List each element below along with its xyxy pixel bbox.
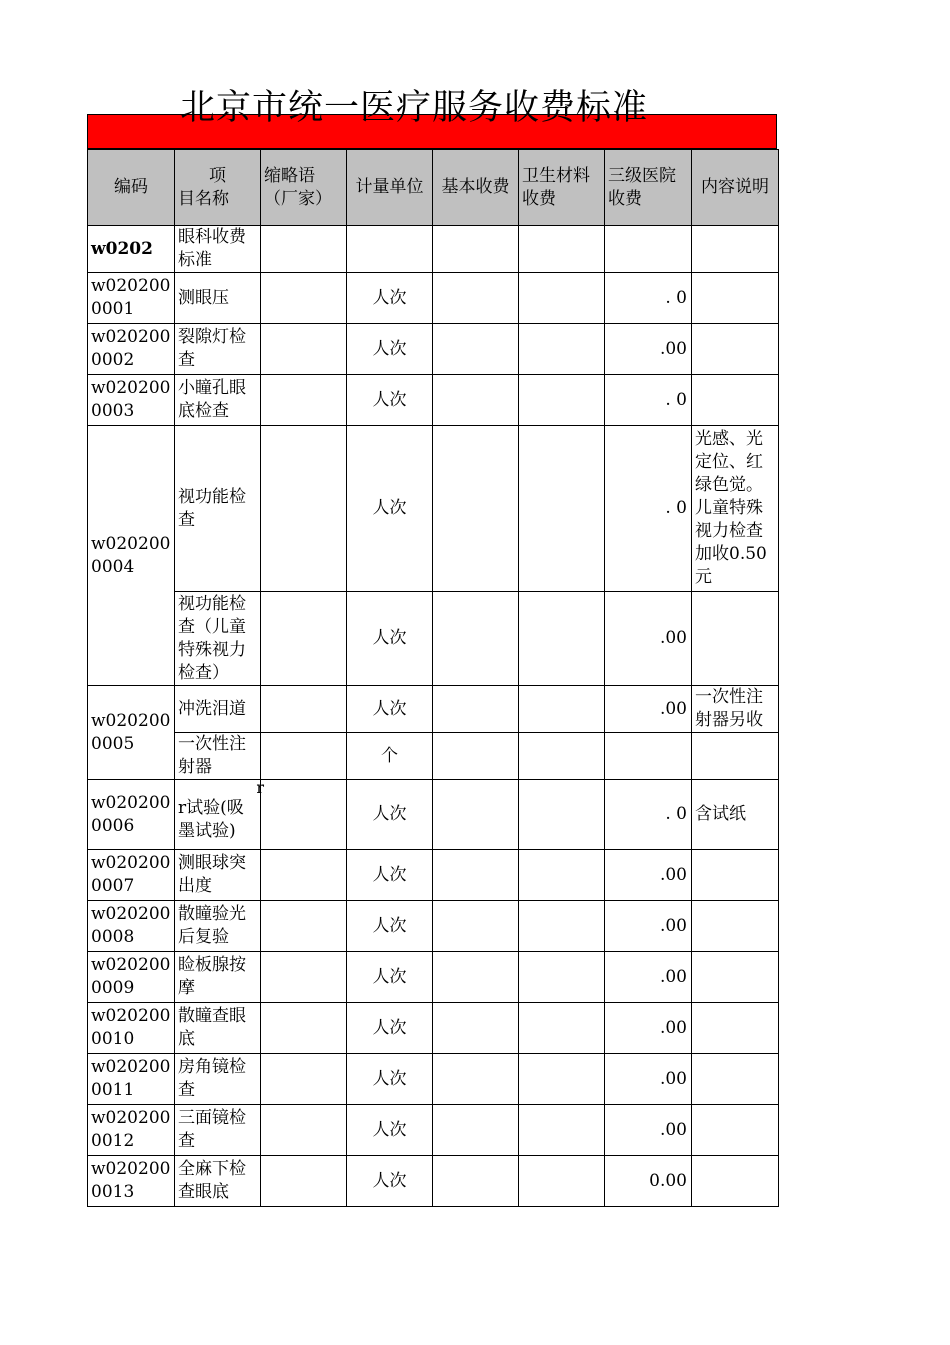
abbr-cell [261,850,347,901]
table-row [88,780,779,850]
unit-cell: 个 [347,733,433,780]
table-row [88,1105,779,1156]
header-basic-fee: 基本收费 [433,150,519,226]
name-cell: 房角镜检查 [175,1054,261,1105]
tier3-fee-cell: 0.00 [605,1156,692,1207]
tier3-fee-cell [605,226,692,273]
name-cell: 小瞳孔眼底检查 [175,375,261,426]
abbr-cell [261,733,347,780]
basic-fee-cell [433,901,519,952]
material-fee-cell [519,226,605,273]
header-name-bottom: 目名称 [178,188,229,209]
header-code: 编码 [88,150,175,226]
basic-fee-cell [433,324,519,375]
desc-cell [692,1156,779,1207]
table-row [88,901,779,952]
tier3-fee-cell: .00 [605,850,692,901]
abbr-cell [261,592,347,686]
abbr-cell [261,426,347,592]
abbr-cell [261,1003,347,1054]
code-cell: w0202000009 [88,952,175,1003]
tier3-fee-cell [605,733,692,780]
name-cell: 眼科收费标准 [175,226,261,273]
material-fee-cell [519,1105,605,1156]
abbr-cell [261,226,347,273]
desc-cell [692,1054,779,1105]
desc-cell [692,592,779,686]
header-row [88,150,779,226]
abbr-cell [261,1105,347,1156]
basic-fee-cell [433,226,519,273]
table-row [88,1156,779,1207]
material-fee-cell [519,324,605,375]
name-cell: 散瞳查眼底 [175,1003,261,1054]
name-cell: 视功能检查 [175,426,261,592]
table-row [88,273,779,324]
material-fee-cell [519,375,605,426]
desc-cell: 光感、光定位、红绿色觉。儿童特殊视力检查加收0.50元 [692,426,779,592]
material-fee-cell [519,850,605,901]
code-cell: w0202000007 [88,850,175,901]
material-fee-cell [519,1003,605,1054]
unit-cell: 人次 [347,850,433,901]
code-cell: w0202000005 [88,686,175,780]
table-row [88,1003,779,1054]
desc-cell [692,901,779,952]
table-row [88,592,779,686]
code-cell: w0202000006 [88,780,175,850]
desc-cell [692,850,779,901]
desc-cell [692,1105,779,1156]
basic-fee-cell [433,375,519,426]
tier3-fee-cell: . 0 [605,426,692,592]
name-cell: 散瞳验光后复验 [175,901,261,952]
desc-cell [692,1003,779,1054]
desc-cell [692,375,779,426]
abbr-cell [261,780,347,850]
material-fee-cell [519,273,605,324]
tier3-fee-cell: .00 [605,1003,692,1054]
table-row [88,226,779,273]
abbr-cell [261,375,347,426]
name-cell: 一次性注射器 [175,733,261,780]
basic-fee-cell [433,1054,519,1105]
page-title: 北京市统一医疗服务收费标准 [180,88,649,128]
tier3-fee-cell: .00 [605,952,692,1003]
name-cell [175,778,264,850]
table-row [88,324,779,375]
unit-cell: 人次 [347,901,433,952]
code-cell: w0202000002 [88,324,175,375]
unit-cell [347,226,433,273]
tier3-fee-cell: .00 [605,324,692,375]
name-cell: 三面镜检查 [175,1105,261,1156]
material-fee-cell [519,426,605,592]
code-cell: w0202000001 [88,273,175,324]
basic-fee-cell [433,686,519,733]
material-fee-cell [519,952,605,1003]
abbr-cell [261,1054,347,1105]
abbr-cell [261,686,347,733]
table-row [88,733,779,780]
basic-fee-cell [433,1105,519,1156]
desc-cell [692,226,779,273]
tier3-fee-cell: .00 [605,1105,692,1156]
material-fee-cell [519,780,605,850]
name-cell: 全麻下检查眼底 [175,1156,261,1207]
tier3-fee-cell: . 0 [605,780,692,850]
basic-fee-cell [433,592,519,686]
basic-fee-cell [433,426,519,592]
name-cell: 睑板腺按摩 [175,952,261,1003]
basic-fee-cell [433,850,519,901]
code-cell: w0202000013 [88,1156,175,1207]
name-cell: 视功能检查（儿童特殊视力检查） [175,592,261,686]
desc-cell [692,273,779,324]
code-cell: w0202000012 [88,1105,175,1156]
unit-cell: 人次 [347,1105,433,1156]
material-fee-cell [519,1156,605,1207]
basic-fee-cell [433,273,519,324]
unit-cell: 人次 [347,1156,433,1207]
material-fee-cell [519,733,605,780]
desc-cell: 含试纸 [692,780,779,850]
tier3-fee-cell: .00 [605,686,692,733]
name-cell: 冲洗泪道 [175,686,261,733]
code-cell: w0202 [88,226,175,273]
table-row [88,1054,779,1105]
material-fee-cell [519,686,605,733]
tier3-fee-cell: .00 [605,1054,692,1105]
abbr-cell [261,273,347,324]
unit-cell: 人次 [347,426,433,592]
name-cell: 测眼压 [175,273,261,324]
code-cell: w0202000008 [88,901,175,952]
table-row [88,686,779,733]
unit-cell: 人次 [347,375,433,426]
header-tier3-fee: 三级医院收费 [605,150,692,226]
name-text: r试验(吸墨试验) [178,797,244,841]
header-name [175,150,261,226]
header-desc: 内容说明 [692,150,779,226]
basic-fee-cell [433,733,519,780]
basic-fee-cell [433,952,519,1003]
name-cell: 裂隙灯检查 [175,324,261,375]
name-cell: 测眼球突出度 [175,850,261,901]
code-cell: w0202000010 [88,1003,175,1054]
unit-cell: 人次 [347,686,433,733]
header-abbr: 缩略语（厂家） [261,150,347,226]
basic-fee-cell [433,1003,519,1054]
unit-cell: 人次 [347,1054,433,1105]
tier3-fee-cell: .00 [605,592,692,686]
unit-cell: 人次 [347,324,433,375]
table-row [88,426,779,592]
abbr-cell [261,901,347,952]
abbr-cell [261,952,347,1003]
material-fee-cell [519,901,605,952]
table-row [88,952,779,1003]
material-fee-cell [519,1054,605,1105]
desc-cell [692,952,779,1003]
unit-cell: 人次 [347,273,433,324]
unit-cell: 人次 [347,952,433,1003]
header-name-top: 项 [209,165,226,186]
header-material-fee: 卫生材料收费 [519,150,605,226]
fee-table [87,149,779,1207]
desc-cell: 一次性注射器另收 [692,686,779,733]
desc-cell [692,733,779,780]
name-mark: r [256,778,264,797]
desc-cell [692,324,779,375]
tier3-fee-cell: .00 [605,901,692,952]
table-row [88,375,779,426]
unit-cell: 人次 [347,780,433,850]
abbr-cell [261,1156,347,1207]
code-cell: w0202000011 [88,1054,175,1105]
tier3-fee-cell: . 0 [605,375,692,426]
code-cell: w0202000003 [88,375,175,426]
header-unit: 计量单位 [347,150,433,226]
code-cell: w0202000004 [88,426,175,686]
tier3-fee-cell: . 0 [605,273,692,324]
unit-cell: 人次 [347,592,433,686]
material-fee-cell [519,592,605,686]
abbr-cell [261,324,347,375]
basic-fee-cell [433,780,519,850]
unit-cell: 人次 [347,1003,433,1054]
table-row [88,850,779,901]
basic-fee-cell [433,1156,519,1207]
